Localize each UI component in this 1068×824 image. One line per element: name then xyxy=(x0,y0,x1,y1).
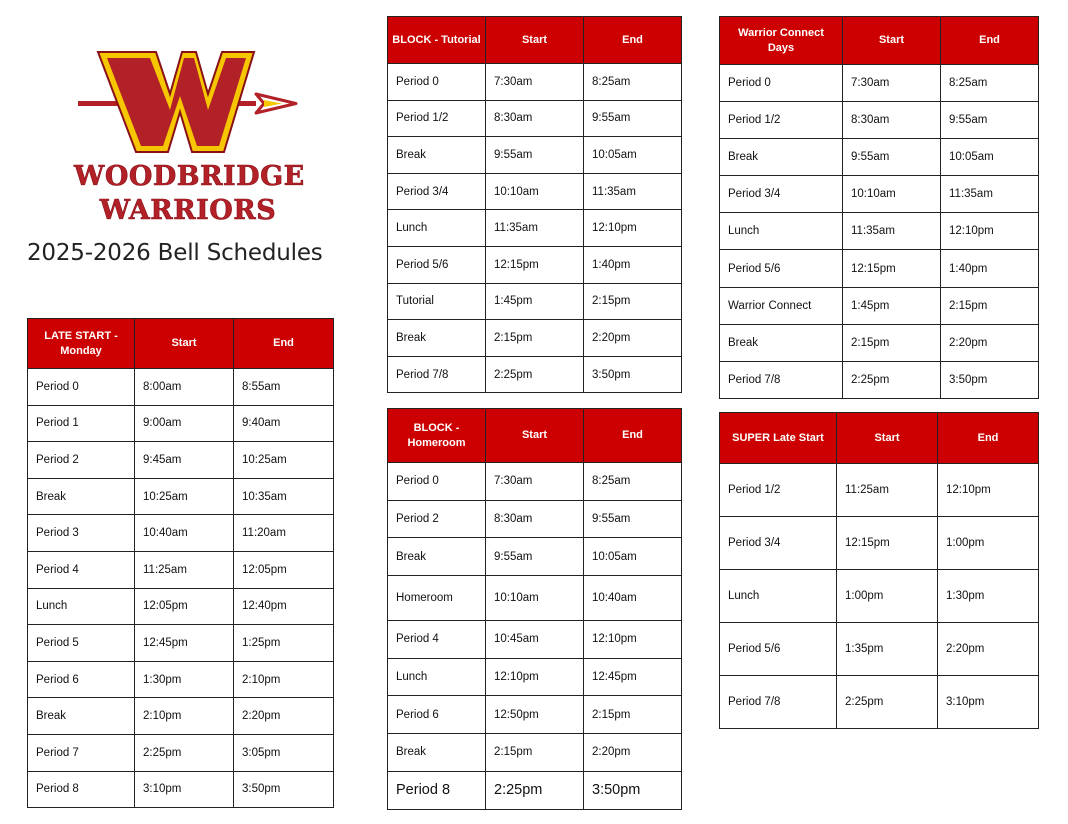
end-time-cell: 10:40am xyxy=(584,576,682,621)
end-time-cell: 3:50pm xyxy=(584,356,682,393)
start-time-cell: 9:55am xyxy=(486,538,584,576)
end-time-cell: 9:40am xyxy=(234,405,334,442)
table-row xyxy=(720,324,1039,361)
start-time-cell: 10:10am xyxy=(486,576,584,621)
period-name-cell: Break xyxy=(28,478,135,515)
table-row xyxy=(28,442,334,479)
end-time-cell: 2:20pm xyxy=(234,698,334,735)
start-time-cell: 1:00pm xyxy=(837,570,938,623)
table-row xyxy=(720,213,1039,250)
end-time-cell: 10:05am xyxy=(941,139,1039,176)
start-time-cell: 8:30am xyxy=(843,102,941,139)
end-time-cell: 12:10pm xyxy=(584,210,682,247)
period-name-cell: Period 3/4 xyxy=(388,173,486,210)
period-name-cell: Period 0 xyxy=(720,65,843,102)
start-time-cell: 10:40am xyxy=(135,515,234,552)
table-row xyxy=(720,102,1039,139)
late-start-schedule-table xyxy=(27,318,334,808)
table-row xyxy=(388,500,682,538)
start-time-cell: 2:25pm xyxy=(486,356,584,393)
table-row xyxy=(28,369,334,406)
end-time-cell: 2:20pm xyxy=(584,734,682,772)
start-column-header: Start xyxy=(486,17,584,64)
warrior-connect-title: Warrior Connect Days xyxy=(720,17,843,65)
start-time-cell: 7:30am xyxy=(486,64,584,101)
period-name-cell: Period 5/6 xyxy=(720,623,837,676)
table-row xyxy=(28,698,334,735)
table-row xyxy=(28,661,334,698)
period-name-cell: Break xyxy=(720,324,843,361)
table-row xyxy=(388,463,682,501)
start-time-cell: 12:15pm xyxy=(486,246,584,283)
end-time-cell: 2:15pm xyxy=(941,287,1039,324)
start-time-cell: 8:30am xyxy=(486,100,584,137)
end-time-cell: 12:40pm xyxy=(234,588,334,625)
start-time-cell: 10:25am xyxy=(135,478,234,515)
table-row xyxy=(720,464,1039,517)
period-name-cell: Break xyxy=(28,698,135,735)
table-row xyxy=(388,621,682,659)
start-time-cell: 12:45pm xyxy=(135,625,234,662)
start-time-cell: 2:10pm xyxy=(135,698,234,735)
start-time-cell: 11:25am xyxy=(837,464,938,517)
start-time-cell: 12:05pm xyxy=(135,588,234,625)
warrior-connect-schedule-table xyxy=(719,16,1039,399)
period-name-cell: Break xyxy=(388,320,486,357)
start-column-header: Start xyxy=(486,409,584,463)
start-time-cell: 2:25pm xyxy=(837,676,938,729)
end-time-cell: 11:35am xyxy=(941,176,1039,213)
end-time-cell: 1:30pm xyxy=(938,570,1039,623)
start-time-cell: 7:30am xyxy=(486,463,584,501)
end-time-cell: 3:50pm xyxy=(584,771,682,809)
end-time-cell: 10:05am xyxy=(584,538,682,576)
table-row xyxy=(388,64,682,101)
end-time-cell: 3:10pm xyxy=(938,676,1039,729)
start-time-cell: 2:15pm xyxy=(486,734,584,772)
block-tutorial-schedule-table xyxy=(387,16,682,393)
table-row xyxy=(720,623,1039,676)
end-time-cell: 12:10pm xyxy=(941,213,1039,250)
table-row xyxy=(720,139,1039,176)
start-time-cell: 10:10am xyxy=(486,173,584,210)
period-name-cell: Lunch xyxy=(388,658,486,696)
start-time-cell: 12:50pm xyxy=(486,696,584,734)
table-row xyxy=(720,570,1039,623)
end-time-cell: 2:20pm xyxy=(584,320,682,357)
start-time-cell: 12:10pm xyxy=(486,658,584,696)
start-time-cell: 12:15pm xyxy=(837,517,938,570)
period-name-cell: Period 7 xyxy=(28,734,135,771)
table-header-row xyxy=(720,17,1039,65)
table-header-row xyxy=(388,17,682,64)
table-row xyxy=(388,734,682,772)
end-time-cell: 2:20pm xyxy=(941,324,1039,361)
period-name-cell: Period 0 xyxy=(388,463,486,501)
end-time-cell: 9:55am xyxy=(584,500,682,538)
start-time-cell: 2:25pm xyxy=(486,771,584,809)
end-time-cell: 11:35am xyxy=(584,173,682,210)
period-name-cell: Period 3 xyxy=(28,515,135,552)
table-row xyxy=(720,287,1039,324)
table-header-row xyxy=(720,413,1039,464)
end-time-cell: 9:55am xyxy=(584,100,682,137)
period-name-cell: Homeroom xyxy=(388,576,486,621)
start-time-cell: 10:45am xyxy=(486,621,584,659)
start-time-cell: 9:55am xyxy=(486,137,584,174)
period-name-cell: Period 3/4 xyxy=(720,176,843,213)
school-logo xyxy=(74,48,305,228)
period-name-cell: Warrior Connect xyxy=(720,287,843,324)
period-name-cell: Period 7/8 xyxy=(720,361,843,398)
start-time-cell: 7:30am xyxy=(843,65,941,102)
table-row xyxy=(388,100,682,137)
logo-text-warriors: WARRIORS xyxy=(99,195,277,226)
end-time-cell: 3:50pm xyxy=(941,361,1039,398)
end-column-header: End xyxy=(584,17,682,64)
period-name-cell: Lunch xyxy=(720,213,843,250)
period-name-cell: Period 5/6 xyxy=(388,246,486,283)
late-start-title: LATE START - Monday xyxy=(28,319,135,369)
table-row xyxy=(388,576,682,621)
table-header-row xyxy=(388,409,682,463)
end-time-cell: 2:15pm xyxy=(584,696,682,734)
start-time-cell: 1:45pm xyxy=(843,287,941,324)
start-time-cell: 11:35am xyxy=(843,213,941,250)
table-row xyxy=(388,137,682,174)
table-row xyxy=(388,771,682,809)
end-time-cell: 12:05pm xyxy=(234,551,334,588)
start-time-cell: 1:45pm xyxy=(486,283,584,320)
table-row xyxy=(28,734,334,771)
table-header-row xyxy=(28,319,334,369)
block-homeroom-schedule-table xyxy=(387,408,682,810)
table-row xyxy=(28,515,334,552)
start-time-cell: 2:25pm xyxy=(135,734,234,771)
start-time-cell: 8:00am xyxy=(135,369,234,406)
end-time-cell: 1:40pm xyxy=(584,246,682,283)
logo-text-woodbridge: WOODBRIDGE xyxy=(74,161,305,192)
period-name-cell: Break xyxy=(388,538,486,576)
end-column-header: End xyxy=(234,319,334,369)
period-name-cell: Period 7/8 xyxy=(720,676,837,729)
start-column-header: Start xyxy=(843,17,941,65)
table-row xyxy=(720,361,1039,398)
end-time-cell: 10:35am xyxy=(234,478,334,515)
start-time-cell: 9:55am xyxy=(843,139,941,176)
period-name-cell: Period 8 xyxy=(388,771,486,809)
end-time-cell: 2:20pm xyxy=(938,623,1039,676)
period-name-cell: Period 8 xyxy=(28,771,135,808)
end-time-cell: 10:05am xyxy=(584,137,682,174)
end-time-cell: 11:20am xyxy=(234,515,334,552)
period-name-cell: Break xyxy=(388,734,486,772)
end-column-header: End xyxy=(938,413,1039,464)
period-name-cell: Period 5 xyxy=(28,625,135,662)
period-name-cell: Period 2 xyxy=(388,500,486,538)
start-column-header: Start xyxy=(135,319,234,369)
end-column-header: End xyxy=(941,17,1039,65)
period-name-cell: Tutorial xyxy=(388,283,486,320)
start-column-header: Start xyxy=(837,413,938,464)
table-row xyxy=(28,405,334,442)
period-name-cell: Period 5/6 xyxy=(720,250,843,287)
start-time-cell: 1:30pm xyxy=(135,661,234,698)
table-row xyxy=(720,250,1039,287)
end-time-cell: 8:25am xyxy=(584,64,682,101)
period-name-cell: Period 1/2 xyxy=(720,464,837,517)
start-time-cell: 9:00am xyxy=(135,405,234,442)
end-time-cell: 12:45pm xyxy=(584,658,682,696)
table-row xyxy=(720,176,1039,213)
end-time-cell: 12:10pm xyxy=(938,464,1039,517)
period-name-cell: Lunch xyxy=(720,570,837,623)
table-row xyxy=(720,65,1039,102)
table-row xyxy=(720,517,1039,570)
start-time-cell: 2:15pm xyxy=(486,320,584,357)
end-time-cell: 8:25am xyxy=(941,65,1039,102)
table-row xyxy=(28,771,334,808)
end-time-cell: 1:40pm xyxy=(941,250,1039,287)
period-name-cell: Period 0 xyxy=(388,64,486,101)
start-time-cell: 1:35pm xyxy=(837,623,938,676)
end-time-cell: 3:50pm xyxy=(234,771,334,808)
period-name-cell: Period 0 xyxy=(28,369,135,406)
period-name-cell: Period 1 xyxy=(28,405,135,442)
start-time-cell: 8:30am xyxy=(486,500,584,538)
table-row xyxy=(388,658,682,696)
end-column-header: End xyxy=(584,409,682,463)
start-time-cell: 2:25pm xyxy=(843,361,941,398)
start-time-cell: 12:15pm xyxy=(843,250,941,287)
start-time-cell: 2:15pm xyxy=(843,324,941,361)
period-name-cell: Break xyxy=(388,137,486,174)
super-late-start-title: SUPER Late Start xyxy=(720,413,837,464)
period-name-cell: Lunch xyxy=(28,588,135,625)
period-name-cell: Break xyxy=(720,139,843,176)
period-name-cell: Period 7/8 xyxy=(388,356,486,393)
block-tutorial-title: BLOCK - Tutorial xyxy=(388,17,486,64)
start-time-cell: 3:10pm xyxy=(135,771,234,808)
table-row xyxy=(388,696,682,734)
table-row xyxy=(388,320,682,357)
period-name-cell: Period 4 xyxy=(28,551,135,588)
period-name-cell: Period 4 xyxy=(388,621,486,659)
period-name-cell: Period 6 xyxy=(388,696,486,734)
end-time-cell: 12:10pm xyxy=(584,621,682,659)
table-row xyxy=(28,588,334,625)
end-time-cell: 3:05pm xyxy=(234,734,334,771)
end-time-cell: 8:25am xyxy=(584,463,682,501)
start-time-cell: 10:10am xyxy=(843,176,941,213)
period-name-cell: Lunch xyxy=(388,210,486,247)
start-time-cell: 9:45am xyxy=(135,442,234,479)
end-time-cell: 10:25am xyxy=(234,442,334,479)
warrior-w-spear-icon xyxy=(74,48,302,158)
end-time-cell: 8:55am xyxy=(234,369,334,406)
period-name-cell: Period 3/4 xyxy=(720,517,837,570)
super-late-start-schedule-table xyxy=(719,412,1039,729)
table-row xyxy=(388,356,682,393)
start-time-cell: 11:35am xyxy=(486,210,584,247)
end-time-cell: 2:10pm xyxy=(234,661,334,698)
table-row xyxy=(28,478,334,515)
table-row xyxy=(388,210,682,247)
end-time-cell: 2:15pm xyxy=(584,283,682,320)
page-title: 2025-2026 Bell Schedules xyxy=(27,240,323,266)
period-name-cell: Period 2 xyxy=(28,442,135,479)
end-time-cell: 1:00pm xyxy=(938,517,1039,570)
period-name-cell: Period 6 xyxy=(28,661,135,698)
period-name-cell: Period 1/2 xyxy=(388,100,486,137)
table-row xyxy=(388,283,682,320)
table-row xyxy=(388,173,682,210)
table-row xyxy=(388,538,682,576)
table-row xyxy=(388,246,682,283)
table-row xyxy=(28,625,334,662)
table-row xyxy=(28,551,334,588)
end-time-cell: 1:25pm xyxy=(234,625,334,662)
end-time-cell: 9:55am xyxy=(941,102,1039,139)
period-name-cell: Period 1/2 xyxy=(720,102,843,139)
start-time-cell: 11:25am xyxy=(135,551,234,588)
block-homeroom-title: BLOCK - Homeroom xyxy=(388,409,486,463)
table-row xyxy=(720,676,1039,729)
